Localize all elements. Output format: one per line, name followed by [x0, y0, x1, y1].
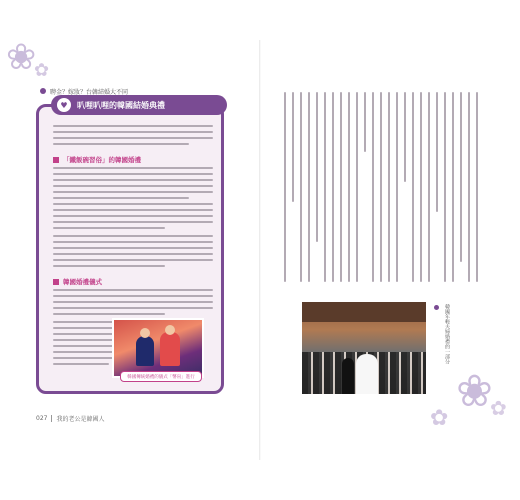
square-bullet-icon — [53, 157, 59, 163]
paragraph-1 — [53, 167, 213, 233]
subhead-1-text: 「鐵飯碗習俗」的韓國婚禮 — [63, 156, 141, 164]
text-column — [460, 92, 462, 262]
text-column — [372, 92, 374, 282]
text-column — [332, 92, 334, 282]
text-column — [404, 92, 406, 182]
text-column — [436, 92, 438, 212]
flower-ornament-icon: ✿ — [34, 60, 50, 81]
square-bullet-icon — [53, 279, 59, 285]
text-column — [468, 92, 470, 282]
page-footer — [36, 414, 104, 423]
flower-ornament-icon: ❀ — [6, 37, 37, 78]
text-column — [316, 92, 318, 242]
paragraph-2 — [53, 235, 213, 271]
subhead-2-text: 韓國婚禮儀式 — [63, 278, 102, 286]
text-column — [420, 92, 422, 282]
text-column — [284, 92, 286, 282]
text-column — [348, 92, 350, 282]
text-column — [388, 92, 390, 282]
paragraph-4 — [53, 321, 119, 369]
subhead-1 — [53, 155, 141, 164]
photo-caption-right-text: 韓國年輕夫婦婚禮的一部分 — [444, 304, 450, 364]
photo-caption-left: 韓國傳統婚禮的儀式「幣帛」進行 — [120, 371, 202, 382]
ring-icon: ♥ — [57, 98, 71, 112]
panel-title: 叭哩叭哩的韓國結婚典禮 — [77, 100, 165, 110]
bullet-icon — [434, 305, 439, 310]
flower-ornament-icon: ❀ — [456, 366, 493, 417]
subhead-2 — [53, 277, 102, 286]
page-gutter — [259, 40, 261, 460]
flower-ornament-icon: ✿ — [430, 406, 449, 431]
text-column — [364, 92, 366, 152]
text-column — [300, 92, 302, 282]
paragraph-3 — [53, 289, 213, 319]
text-column — [396, 92, 398, 282]
text-column — [380, 92, 382, 282]
text-column — [324, 92, 326, 282]
wedding-group-photo — [302, 302, 426, 394]
bullet-icon — [40, 88, 46, 94]
flower-ornament-icon: ✿ — [490, 396, 507, 420]
text-column — [412, 92, 414, 282]
paragraph-intro — [53, 125, 213, 149]
text-column — [308, 92, 310, 282]
book-title: 我的老公是韓國人 — [56, 416, 105, 423]
text-column — [340, 92, 342, 282]
text-column — [476, 92, 478, 282]
divider — [51, 415, 52, 422]
photo-caption-right — [434, 304, 464, 364]
text-column — [428, 92, 430, 282]
chapter-header-text: 聘金？嫁妝？台韓結婚大不同 — [50, 88, 129, 96]
text-column — [452, 92, 454, 282]
traditional-wedding-photo — [112, 318, 204, 378]
panel-title-bar — [51, 95, 227, 115]
text-column — [292, 92, 294, 202]
text-column — [356, 92, 358, 282]
vertical-text-block — [284, 92, 484, 292]
page-number: 027 — [36, 415, 48, 422]
text-column — [444, 92, 446, 282]
